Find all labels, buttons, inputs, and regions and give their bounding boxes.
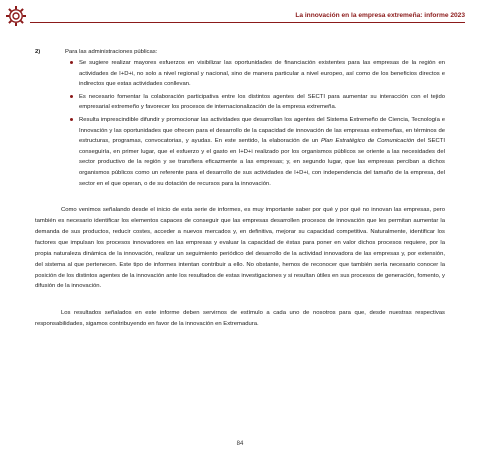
list-item-text-before: Resulta imprescindible difundir y promocionar las actividades que desarrollan los agentes del Sistema Extremeño de Ciencia, Tecnología e Innovación y las oportunidades que ofrecen para el desarrollo de la capacidad de innovación de las empresas extremeñas, en términos de estructuras, programas, convocatorias, y ayudas. En este sentido, la elaboración de un	[79, 116, 445, 145]
document-body	[35, 48, 445, 330]
header-title: La innovación en la empresa extremeña: informe 2023	[295, 12, 465, 19]
section-label: Para las administraciones públicas:	[65, 49, 158, 55]
section-heading	[35, 48, 445, 56]
page-header	[0, 0, 480, 30]
list-item-text: Es necesario fomentar la colaboración participativa entre los distintos agentes del SECTI para aumentar su interacción con el tejido empresarial extremeño y favorecer los procesos de internacionalización de la empresa extremeña.	[79, 93, 445, 111]
plan-title-emphasis: Plan Estratégico de Comunicación	[321, 138, 415, 145]
list-item	[35, 92, 445, 113]
bullet-icon	[70, 61, 73, 64]
section-number: 2)	[35, 49, 41, 55]
list-item-text: Se sugiere realizar mayores esfuerzos en visibilizar las oportunidades de financiación existentes para las empresas de la región en actividades de I+D+i, no solo a nivel regional y nacional, sino de manera particular a nivel europeo, así como de los beneficios directos e indirectos que estas actividades conllevan.	[79, 60, 445, 88]
page-number: 84	[236, 441, 244, 447]
header-divider	[30, 22, 465, 23]
gear-logo-icon	[5, 5, 27, 27]
list-item	[35, 58, 445, 90]
bullet-icon	[70, 118, 73, 121]
recommendation-list	[35, 58, 445, 189]
body-paragraph: Los resultados señalados en este informe deben servirnos de estímulo a cada uno de nosotros para que, desde nuestras respectivas responsabilidades, sigamos contribuyendo en favor de la innovación en Extremadura.	[35, 310, 445, 328]
body-paragraph: Como venimos señalando desde el inicio de esta serie de informes, es muy importante saber por qué y por qué no innovan las empresas, pero también es necesario identificar los elementos capaces de conseguir que las empresas desarrollen procesos de innovación que les permitan aumentar la demanda de sus productos, reducir costes, acceder a nuevos mercados y, en definitiva, mejorar su capacidad competitiva. Naturalmente, identificar los factores que impulsan los procesos innovadores en las empresas y evaluar la capacidad de éstas para poner en valor dichos procesos requiere, por la propia naturaleza dinámica de la innovación, realizar un seguimiento periódico del desarrollo de la actividad innovadora de las empresas y, por extensión, del sistema al que pertenecen. Este tipo de informes intentan contribuir a ello. No obstante, hemos de reconocer que también sería necesario conocer la posición de los distintos agentes de la innovación ante los resultados de estas investigaciones y si resultan útiles en sus procesos de generación, fomento, y difusión de la innovación.	[35, 207, 445, 290]
bullet-icon	[70, 95, 73, 98]
list-item	[35, 115, 445, 189]
list-item-text-after: del SECTI conseguiría, en primer lugar, que el esfuerzo y el gasto en I+D+i realizado por los organismos públicos se oriente a las necesidades del sector productivo de la región y se transfiera eficazmente a las empresas; y, en segundo lugar, que las empresas perciban a dichos organismos públicos como un referente para el desarrollo de sus actividades de I+D+i, con independencia del tamaño de la empresa, del sector en el que operan, o de su dotación de recursos para la innovación.	[79, 138, 445, 187]
